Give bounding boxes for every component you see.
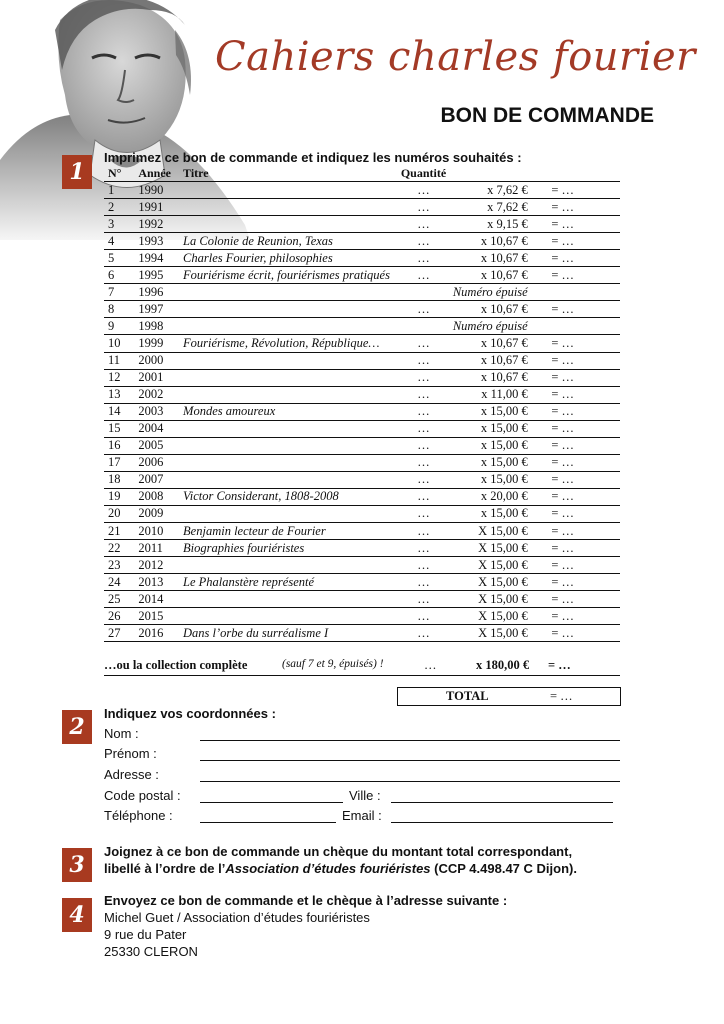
row-num: 15: [104, 420, 136, 437]
row-price: x 15,00 €: [448, 437, 530, 454]
row-num: 24: [104, 574, 136, 591]
table-row: [104, 335, 620, 352]
section-3-line2c: (CCP 4.498.47 C Dijon).: [430, 861, 577, 876]
row-total: = …: [530, 540, 620, 557]
row-quantity[interactable]: …: [399, 352, 448, 369]
total-box: [397, 687, 621, 706]
row-year: 2013: [136, 574, 181, 591]
adresse-field[interactable]: [200, 781, 620, 782]
table-row: [104, 591, 620, 608]
row-title: [181, 182, 399, 199]
row-num: 18: [104, 471, 136, 488]
row-price: x 15,00 €: [448, 505, 530, 522]
row-total: = …: [530, 471, 620, 488]
table-row: [104, 625, 620, 642]
row-quantity[interactable]: …: [399, 608, 448, 625]
step-1-badge: 1: [62, 155, 92, 189]
row-title: [181, 199, 399, 216]
table-header-row: [104, 165, 620, 182]
row-price: x 10,67 €: [448, 233, 530, 250]
complete-label: …ou la collection complète: [104, 658, 248, 672]
row-title: [181, 437, 399, 454]
row-title: [181, 591, 399, 608]
complete-eq: = …: [548, 658, 571, 672]
row-price: x 15,00 €: [448, 420, 530, 437]
row-year: 2008: [136, 488, 181, 505]
row-total: = …: [530, 557, 620, 574]
row-price: x 10,67 €: [448, 369, 530, 386]
table-row: [104, 352, 620, 369]
row-title: Fouriérisme écrit, fouriérismes pratiqués: [181, 267, 399, 284]
row-price: x 15,00 €: [448, 454, 530, 471]
row-num: 25: [104, 591, 136, 608]
col-num-header: N°: [104, 165, 136, 182]
telephone-field[interactable]: [200, 822, 336, 823]
row-title: [181, 420, 399, 437]
row-num: 7: [104, 284, 136, 301]
row-title: [181, 352, 399, 369]
row-num: 3: [104, 216, 136, 233]
row-price: x 10,67 €: [448, 335, 530, 352]
complete-price: x 180,00 €: [476, 658, 530, 672]
row-total: = …: [530, 386, 620, 403]
row-year: 2000: [136, 352, 181, 369]
address-line-1: Michel Guet / Association d’études fouriéristes: [104, 910, 370, 925]
row-num: 5: [104, 250, 136, 267]
row-title: [181, 608, 399, 625]
row-year: 1999: [136, 335, 181, 352]
row-price: Numéro épuisé: [448, 284, 530, 301]
col-qty-header: Quantité: [399, 165, 448, 182]
row-quantity[interactable]: …: [399, 335, 448, 352]
row-price: X 15,00 €: [448, 625, 530, 642]
row-total: = …: [530, 454, 620, 471]
prenom-field[interactable]: [200, 760, 620, 761]
section-3-line2a: libellé à l’ordre de l’: [104, 861, 226, 876]
total-value[interactable]: = …: [550, 689, 573, 703]
row-year: 1992: [136, 216, 181, 233]
row-total: = …: [530, 591, 620, 608]
row-quantity[interactable]: …: [399, 403, 448, 420]
row-num: 8: [104, 301, 136, 318]
row-year: 1990: [136, 182, 181, 199]
section-3-association: Association d’études fouriéristes: [225, 861, 431, 876]
row-total: = …: [530, 267, 620, 284]
row-quantity[interactable]: …: [399, 369, 448, 386]
row-price: x 15,00 €: [448, 403, 530, 420]
col-price-header: [448, 165, 530, 182]
table-row: [104, 403, 620, 420]
row-quantity[interactable]: [399, 318, 448, 335]
row-num: 2: [104, 199, 136, 216]
row-price: x 15,00 €: [448, 471, 530, 488]
email-field[interactable]: [391, 822, 613, 823]
table-row: [104, 182, 620, 199]
row-num: 23: [104, 557, 136, 574]
row-num: 19: [104, 488, 136, 505]
table-row: [104, 420, 620, 437]
table-row: [104, 301, 620, 318]
row-quantity[interactable]: …: [399, 437, 448, 454]
row-year: 2003: [136, 403, 181, 420]
row-num: 14: [104, 403, 136, 420]
address-line-3: 25330 CLERON: [104, 944, 198, 959]
row-title: La Colonie de Reunion, Texas: [181, 233, 399, 250]
email-label: Email :: [342, 808, 382, 823]
order-table-body: [104, 182, 620, 642]
row-title: [181, 557, 399, 574]
row-title: [181, 301, 399, 318]
nom-label: Nom :: [104, 726, 139, 741]
table-row: [104, 574, 620, 591]
ville-field[interactable]: [391, 802, 613, 803]
row-quantity[interactable]: …: [399, 454, 448, 471]
row-price: x 10,67 €: [448, 352, 530, 369]
row-quantity[interactable]: …: [399, 216, 448, 233]
row-num: 11: [104, 352, 136, 369]
row-total: = …: [530, 574, 620, 591]
row-total: = …: [530, 199, 620, 216]
row-price: Numéro épuisé: [448, 318, 530, 335]
row-year: 2005: [136, 437, 181, 454]
row-total: = …: [530, 352, 620, 369]
row-num: 22: [104, 540, 136, 557]
row-price: X 15,00 €: [448, 574, 530, 591]
prenom-label: Prénom :: [104, 746, 157, 761]
row-year: 1998: [136, 318, 181, 335]
table-row: [104, 233, 620, 250]
row-quantity[interactable]: …: [399, 301, 448, 318]
row-year: 2011: [136, 540, 181, 557]
row-quantity[interactable]: …: [399, 471, 448, 488]
table-row: [104, 386, 620, 403]
table-row: [104, 369, 620, 386]
row-year: 2016: [136, 625, 181, 642]
row-quantity[interactable]: …: [399, 250, 448, 267]
row-total: = …: [530, 437, 620, 454]
row-num: 9: [104, 318, 136, 335]
row-title: Fouriérisme, Révolution, République…: [181, 335, 399, 352]
complete-note: (sauf 7 et 9, épuisés) !: [282, 658, 384, 670]
row-title: [181, 318, 399, 335]
row-quantity[interactable]: …: [399, 557, 448, 574]
row-year: 2012: [136, 557, 181, 574]
row-quantity[interactable]: …: [399, 505, 448, 522]
row-year: 2007: [136, 471, 181, 488]
row-quantity[interactable]: …: [399, 574, 448, 591]
table-row: [104, 199, 620, 216]
row-title: Charles Fourier, philosophies: [181, 250, 399, 267]
row-quantity[interactable]: [399, 284, 448, 301]
row-quantity[interactable]: …: [399, 540, 448, 557]
row-price: x 10,67 €: [448, 267, 530, 284]
row-year: 1994: [136, 250, 181, 267]
row-title: Mondes amoureux: [181, 403, 399, 420]
table-row: [104, 471, 620, 488]
section-4-text: [104, 892, 507, 960]
row-price: x 7,62 €: [448, 199, 530, 216]
section-1-heading: Imprimez ce bon de commande et indiquez les numéros souhaités :: [104, 150, 522, 165]
row-quantity[interactable]: …: [399, 420, 448, 437]
col-eq-header: [530, 165, 620, 182]
row-year: 2015: [136, 608, 181, 625]
col-title-header: Titre: [181, 165, 399, 182]
table-row: [104, 488, 620, 505]
row-title: Benjamin lecteur de Fourier: [181, 522, 399, 539]
row-price: X 15,00 €: [448, 522, 530, 539]
row-num: 6: [104, 267, 136, 284]
section-3-line2: [104, 860, 577, 877]
section-3-text: [104, 843, 577, 877]
row-quantity[interactable]: …: [399, 625, 448, 642]
col-year-header: Année: [136, 165, 181, 182]
code-postal-field[interactable]: [200, 802, 343, 803]
row-quantity[interactable]: …: [399, 199, 448, 216]
order-table: [104, 165, 620, 642]
row-price: X 15,00 €: [448, 540, 530, 557]
row-num: 17: [104, 454, 136, 471]
row-price: x 20,00 €: [448, 488, 530, 505]
section-4-heading: Envoyez ce bon de commande et le chèque à l’adresse suivante :: [104, 893, 508, 908]
row-year: 2001: [136, 369, 181, 386]
row-title: [181, 284, 399, 301]
row-title: Dans l’orbe du surréalisme I: [181, 625, 399, 642]
row-title: Le Phalanstère représenté: [181, 574, 399, 591]
row-price: X 15,00 €: [448, 591, 530, 608]
row-quantity[interactable]: …: [399, 267, 448, 284]
row-num: 1: [104, 182, 136, 199]
row-year: 2009: [136, 505, 181, 522]
step-3-badge: 3: [62, 848, 92, 882]
table-row: [104, 318, 620, 335]
row-quantity[interactable]: …: [399, 386, 448, 403]
row-total: = …: [530, 182, 620, 199]
table-row: [104, 540, 620, 557]
row-title: [181, 216, 399, 233]
row-total: = …: [530, 233, 620, 250]
table-row: [104, 284, 620, 301]
row-title: [181, 505, 399, 522]
table-row: [104, 437, 620, 454]
row-price: X 15,00 €: [448, 557, 530, 574]
row-title: Victor Considerant, 1808-2008: [181, 488, 399, 505]
table-row: [104, 454, 620, 471]
table-row: [104, 608, 620, 625]
row-total: = …: [530, 625, 620, 642]
row-num: 20: [104, 505, 136, 522]
row-price: x 7,62 €: [448, 182, 530, 199]
row-total: = …: [530, 505, 620, 522]
row-title: [181, 471, 399, 488]
row-num: 26: [104, 608, 136, 625]
row-num: 21: [104, 522, 136, 539]
row-num: 10: [104, 335, 136, 352]
row-title: Biographies fouriéristes: [181, 540, 399, 557]
row-total: [530, 318, 620, 335]
row-title: [181, 369, 399, 386]
row-total: = …: [530, 250, 620, 267]
row-total: = …: [530, 301, 620, 318]
table-row: [104, 522, 620, 539]
row-year: 1991: [136, 199, 181, 216]
page-subtitle: BON DE COMMANDE: [440, 104, 654, 127]
ville-label: Ville :: [349, 788, 381, 803]
row-year: 2006: [136, 454, 181, 471]
row-year: 2014: [136, 591, 181, 608]
row-year: 2002: [136, 386, 181, 403]
total-label: TOTAL: [446, 689, 489, 703]
row-year: 1993: [136, 233, 181, 250]
table-row: [104, 267, 620, 284]
address-line-2: 9 rue du Pater: [104, 927, 187, 942]
row-year: 1997: [136, 301, 181, 318]
row-price: x 10,67 €: [448, 250, 530, 267]
table-row: [104, 505, 620, 522]
row-total: = …: [530, 488, 620, 505]
row-price: X 15,00 €: [448, 608, 530, 625]
row-year: 2004: [136, 420, 181, 437]
row-year: 1995: [136, 267, 181, 284]
row-total: [530, 284, 620, 301]
row-quantity[interactable]: …: [399, 591, 448, 608]
row-total: = …: [530, 403, 620, 420]
table-row: [104, 216, 620, 233]
table-row: [104, 250, 620, 267]
telephone-label: Téléphone :: [104, 808, 173, 823]
step-4-badge: 4: [62, 898, 92, 932]
row-quantity[interactable]: …: [399, 522, 448, 539]
row-num: 16: [104, 437, 136, 454]
row-price: x 10,67 €: [448, 301, 530, 318]
row-title: [181, 386, 399, 403]
row-price: x 9,15 €: [448, 216, 530, 233]
code-postal-label: Code postal :: [104, 788, 181, 803]
row-total: = …: [530, 369, 620, 386]
row-num: 12: [104, 369, 136, 386]
row-total: = …: [530, 522, 620, 539]
row-total: = …: [530, 335, 620, 352]
nom-field[interactable]: [200, 740, 620, 741]
row-quantity[interactable]: …: [399, 488, 448, 505]
section-3-line1: Joignez à ce bon de commande un chèque du montant total correspondant,: [104, 844, 573, 859]
adresse-label: Adresse :: [104, 767, 159, 782]
row-year: 1996: [136, 284, 181, 301]
step-2-badge: 2: [62, 710, 92, 744]
row-price: x 11,00 €: [448, 386, 530, 403]
section-2-heading: Indiquez vos coordonnées :: [104, 706, 276, 721]
complete-qty[interactable]: …: [424, 658, 437, 672]
complete-collection-row: [104, 657, 620, 676]
row-total: = …: [530, 608, 620, 625]
row-total: = …: [530, 420, 620, 437]
row-title: [181, 454, 399, 471]
row-total: = …: [530, 216, 620, 233]
row-year: 2010: [136, 522, 181, 539]
row-num: 13: [104, 386, 136, 403]
row-quantity[interactable]: …: [399, 182, 448, 199]
row-num: 27: [104, 625, 136, 642]
row-quantity[interactable]: …: [399, 233, 448, 250]
table-row: [104, 557, 620, 574]
row-num: 4: [104, 233, 136, 250]
page-title: Cahiers charles fourier: [215, 34, 696, 80]
